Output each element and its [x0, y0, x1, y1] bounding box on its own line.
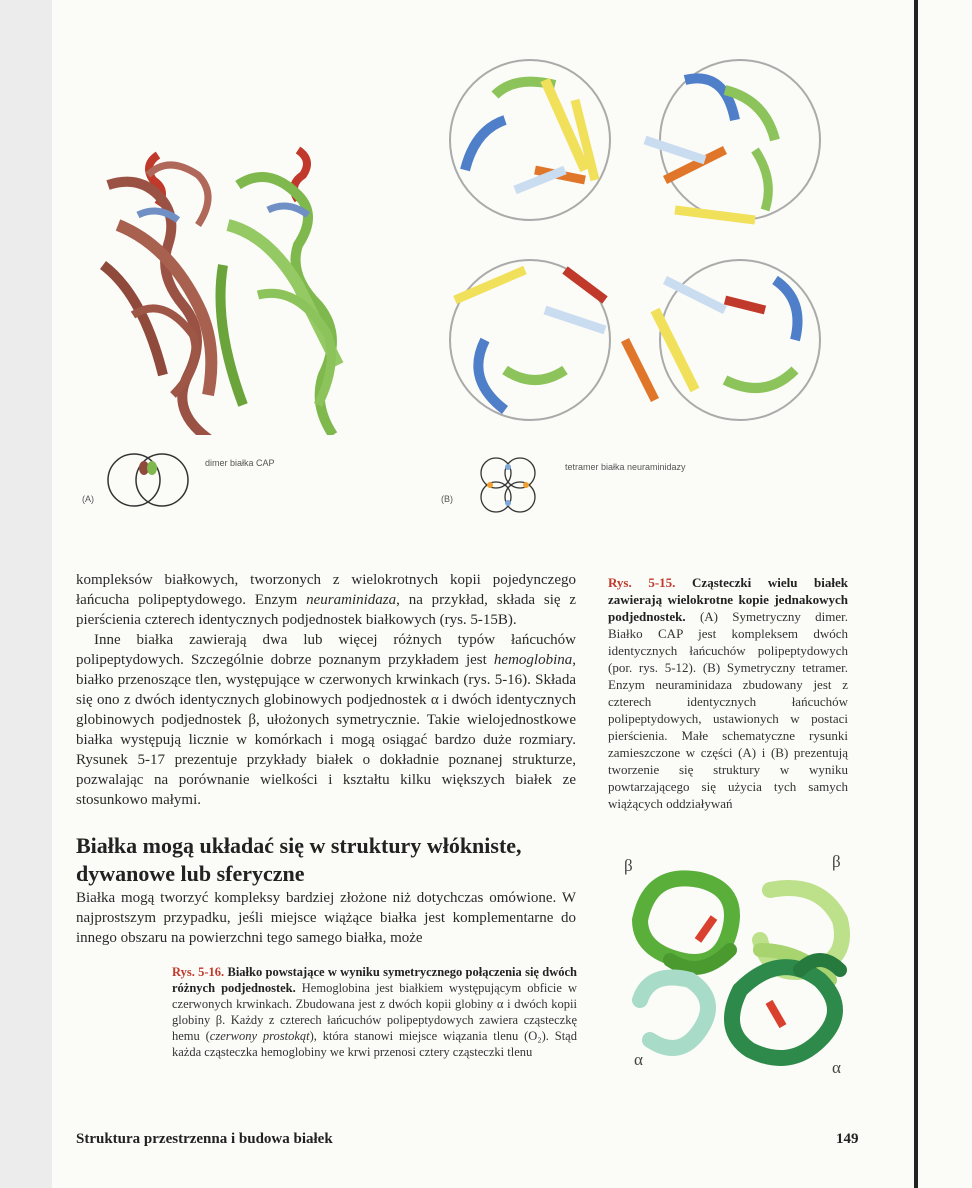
page-edge — [914, 0, 918, 1188]
hemoglobin-alpha-left — [640, 978, 708, 1049]
schematic-dimer — [104, 450, 194, 512]
label-beta-left: β — [624, 856, 633, 875]
label-beta-right: β — [832, 852, 841, 871]
heme-group-2 — [766, 1000, 787, 1028]
figure-a-label: (A) — [82, 494, 94, 504]
caption-body: (A) Symetryczny dimer. Białko CAP jest kompleksem dwóch identycznych łańcuchów polipeptydowych (por. rys. 5-12). (B) Symetryczny tetramer. Enzym neuraminidaza zbudowany jest z czterech identycznych łańcuchów polipeptydowych, ustawionych w postaci pierścienia. Małe schematyczne rysunki zamieszczone w części (A) i (B) prezentują tworzenie się struktury w wyniku powtarzającego się użycia tych samych wiążących oddziaływań — [608, 609, 848, 811]
figure-b-label: (B) — [441, 494, 453, 504]
caption-ref: Rys. 5-16. — [172, 965, 225, 979]
caption-ref: Rys. 5-15. — [608, 575, 676, 590]
paragraph-2: Inne białka zawierają dwa lub więcej różnych typów łańcuchów polipeptydowych. Szczególnie dobrze poznanym przykładem jest hemoglobina, białko przenoszące tlen, występujące w czerwonych krwinkach (rys. 5-16). Składa się ono z dwóch identycznych globinowych podjednostek α i dwóch identycznych globinowych podjednostek β, ułożonych symetrycznie. Takie wielojednostkowe białka występują licznie w komórkach i mogą osiągać bardzo duże rozmiary. Rysunek 5-17 prezentuje przykłady białek o dokładnie poznanej strukturze, pozwalając na porównanie wielkości i kształtu kilku większych białek ze stosunkowo małymi. — [76, 632, 576, 808]
page-gutter — [0, 0, 52, 1188]
tetramer-subunit-top-left — [450, 60, 610, 220]
caption-body-b: ), która stanowi miejsce wiązania tlenu (O₂). Stąd każda cząsteczka hemoglobiny we krwi przenosi cztery cząsteczki tlenu — [172, 1029, 577, 1059]
caption-title: Cząsteczki wielu białek zawierają wielokrotne kopie jednakowych podjednostek. — [608, 575, 848, 624]
tetramer-subunit-bottom-right — [625, 260, 820, 420]
running-footer-title: Struktura przestrzenna i budowa białek — [76, 1131, 333, 1147]
figure-a-caption: dimer białka CAP — [205, 458, 275, 468]
cap-subunit-green — [221, 150, 339, 435]
caption-title: Białko powstające w wyniku symetrycznego połączenia się dwóch różnych podjednostek. — [172, 965, 577, 995]
hemoglobin-alpha-right — [732, 960, 840, 1058]
caption-body-a: Hemoglobina jest białkiem występującym obficie w czerwonych krwinkach. Zbudowana jest z dwóch kopii globiny α i dwóch kopii globiny β. Każdy z czterech łańcuchów polipeptydowych zawiera cząsteczkę hemu ( — [172, 981, 578, 1043]
cap-subunit-brown — [103, 155, 218, 435]
tetramer-subunit-top-right — [645, 60, 820, 220]
figure-cap-dimer — [88, 135, 358, 435]
caption-fig-5-16 — [172, 964, 577, 1060]
label-alpha-left: α — [634, 1050, 643, 1069]
section-heading: Białka mogą układać się w struktury włókniste, dywanowe lub sferyczne — [76, 833, 522, 886]
figure-b-caption: tetramer białka neuraminidazy — [565, 462, 686, 472]
figure-neuraminidase-tetramer — [425, 40, 845, 440]
section-paragraph: Białka mogą tworzyć kompleksy bardziej złożone niż dotychczas omówione. W najprostszym przypadku, jeśli miejsce wiążące białka jest komplementarne do innego obszaru na powierzchni tego samego białka, może — [76, 890, 576, 946]
tetramer-subunit-bottom-left — [450, 260, 610, 420]
label-alpha-right: α — [832, 1058, 841, 1077]
schematic-tetramer — [478, 455, 538, 515]
paragraph-1: kompleksów białkowych, tworzonych z wielokrotnych kopii pojedynczego łańcucha polipeptydowego. Enzym neuraminidaza, na przykład, składa się z pierścienia czterech identycznych podjednostek białkowych (rys. 5-15B). — [76, 572, 576, 628]
caption-body-italic: czerwony prostokąt — [209, 1029, 310, 1043]
hemoglobin-beta-left — [640, 878, 732, 968]
heme-group-1 — [695, 915, 718, 943]
caption-fig-5-15 — [608, 574, 848, 812]
main-text-column — [76, 570, 576, 810]
page-number: 149 — [836, 1131, 859, 1147]
figure-hemoglobin — [620, 860, 860, 1075]
